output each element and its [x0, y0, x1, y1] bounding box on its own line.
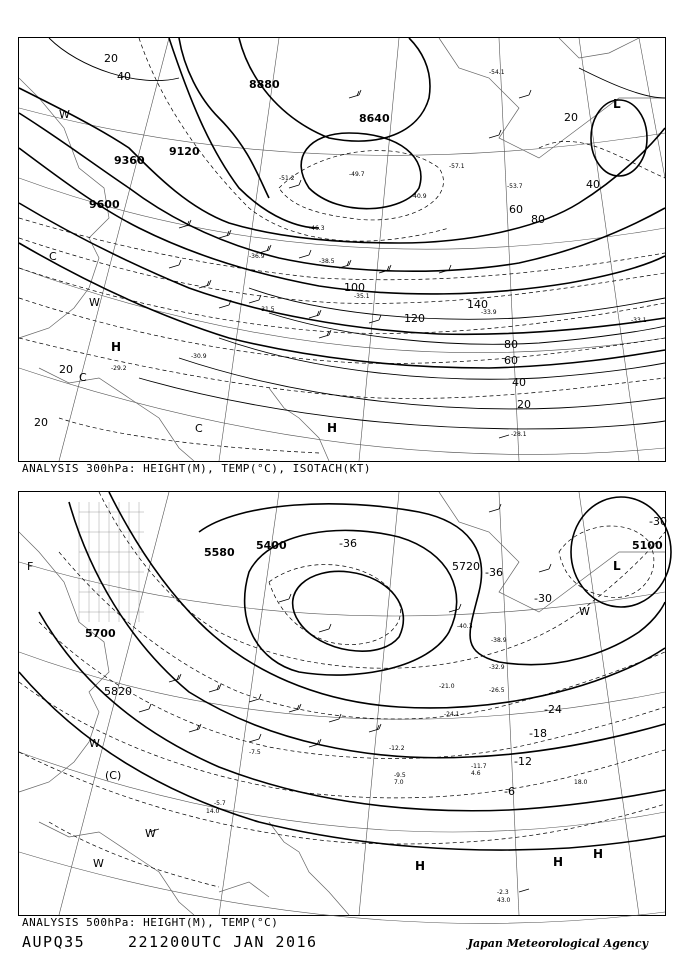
station-value: 4.6: [471, 770, 481, 777]
high-pressure-center: H: [593, 847, 604, 861]
warm-marker: W: [89, 296, 100, 309]
height-label-9120: 9120: [169, 145, 200, 158]
warm-marker: W: [93, 857, 104, 870]
station-value: -21.0: [439, 683, 455, 690]
station-value: -33.1: [631, 317, 647, 324]
temp-label: 20: [34, 416, 48, 429]
graticule: [19, 492, 665, 923]
height-label-9600: 9600: [89, 198, 120, 211]
height-label-5580: 5580: [204, 546, 235, 559]
station-value: -12.2: [389, 745, 405, 752]
station-value: -28.1: [511, 431, 527, 438]
station-value: -51.2: [279, 175, 295, 182]
wind-barbs: [169, 90, 531, 438]
isotach-label: 80: [504, 338, 518, 351]
map-300hpa-canvas: [19, 38, 665, 461]
height-label-5820: 5820: [104, 685, 132, 698]
temp-label: -24: [544, 703, 562, 716]
station-value: 7.0: [394, 779, 404, 786]
low-pressure-center: L: [613, 97, 621, 111]
isotach-label: 20: [564, 111, 578, 124]
isotach-label: 20: [104, 52, 118, 65]
high-pressure-center: H: [111, 340, 122, 354]
wind-barbs: [139, 504, 551, 892]
station-value: 14.0: [206, 808, 220, 815]
isotach-label: 120: [404, 312, 425, 325]
height-label-8640: 8640: [359, 112, 390, 125]
cold-marker: C: [79, 371, 87, 384]
map-500hpa-canvas: [19, 492, 665, 915]
product-id: AUPQ35: [22, 933, 86, 951]
isotach-label: 100: [344, 281, 365, 294]
analysis-500hpa-map: [18, 491, 666, 916]
station-value: -31.5: [259, 306, 275, 313]
height-label-8880: 8880: [249, 78, 280, 91]
station-value: -36.9: [249, 253, 265, 260]
isotach-label: 40: [586, 178, 600, 191]
cold-marker: C: [49, 250, 57, 263]
high-pressure-center: H: [415, 859, 426, 873]
station-value: 43.0: [497, 897, 511, 904]
temperature-contours: [19, 38, 665, 453]
isotach-label: 80: [531, 213, 545, 226]
station-value: -24.1: [444, 711, 460, 718]
station-value: -46.3: [309, 225, 325, 232]
temp-label: -6: [504, 785, 515, 798]
valid-time: 221200UTC JAN 2016: [128, 933, 318, 951]
station-value: -9.5: [394, 772, 406, 779]
station-value: -33.9: [481, 309, 497, 316]
height-label-5100: 5100: [632, 539, 663, 552]
station-value: -7.5: [249, 749, 261, 756]
station-value: -38.9: [491, 637, 507, 644]
station-value: -49.7: [349, 171, 365, 178]
low-pressure-center: L: [613, 559, 621, 573]
cold-marker: C: [195, 422, 203, 435]
station-value: -40.9: [411, 193, 427, 200]
isotach-label: 140: [467, 298, 488, 311]
caption-300hpa: ANALYSIS 300hPa: HEIGHT(M), TEMP(°C), ISOTACH(KT): [22, 462, 372, 475]
analysis-300hpa-map: [18, 37, 666, 462]
station-value: -54.1: [489, 69, 505, 76]
temp-label: 20: [59, 363, 73, 376]
front-marker: F: [27, 560, 34, 573]
warm-marker: W: [59, 108, 70, 121]
station-value: -38.5: [319, 258, 335, 265]
station-value: -2.3: [497, 889, 509, 896]
isotach-label: 20: [517, 398, 531, 411]
hatched-region: [79, 502, 144, 622]
warm-marker: W: [89, 737, 100, 750]
high-pressure-center: H: [553, 855, 564, 869]
station-value: -35.1: [354, 293, 370, 300]
isotach-label: 60: [509, 203, 523, 216]
station-value: -30.9: [191, 353, 207, 360]
isotach-contours: [49, 38, 665, 429]
high-pressure-center: H: [327, 421, 338, 435]
isotach-label: 40: [512, 376, 526, 389]
height-label-5400: 5400: [256, 539, 287, 552]
temp-label: -30: [649, 515, 667, 528]
temp-label: -30: [534, 592, 552, 605]
height-label-5720: 5720: [452, 560, 480, 573]
station-value: -11.7: [471, 763, 487, 770]
agency-name: Japan Meteorological Agency: [467, 937, 648, 950]
temp-label: -36: [485, 566, 503, 579]
station-value: -26.5: [489, 687, 505, 694]
cold-marker: (C): [105, 769, 122, 782]
station-value: -57.1: [449, 163, 465, 170]
temp-label: -18: [529, 727, 547, 740]
warm-marker: W: [579, 605, 590, 618]
station-value: -5.7: [214, 800, 226, 807]
isotach-label: 60: [504, 354, 518, 367]
height-label-5700: 5700: [85, 627, 116, 640]
warm-marker: W: [145, 827, 156, 840]
station-value: -40.3: [457, 623, 473, 630]
temp-label: -36: [339, 537, 357, 550]
temp-label: -12: [514, 755, 532, 768]
isotach-label: 40: [117, 70, 131, 83]
station-value: -53.7: [507, 183, 523, 190]
station-value: -32.9: [489, 664, 505, 671]
station-value: -29.2: [111, 365, 127, 372]
height-label-9360: 9360: [114, 154, 145, 167]
caption-500hpa: ANALYSIS 500hPa: HEIGHT(M), TEMP(°C): [22, 916, 279, 929]
station-value: 18.0: [574, 779, 588, 786]
